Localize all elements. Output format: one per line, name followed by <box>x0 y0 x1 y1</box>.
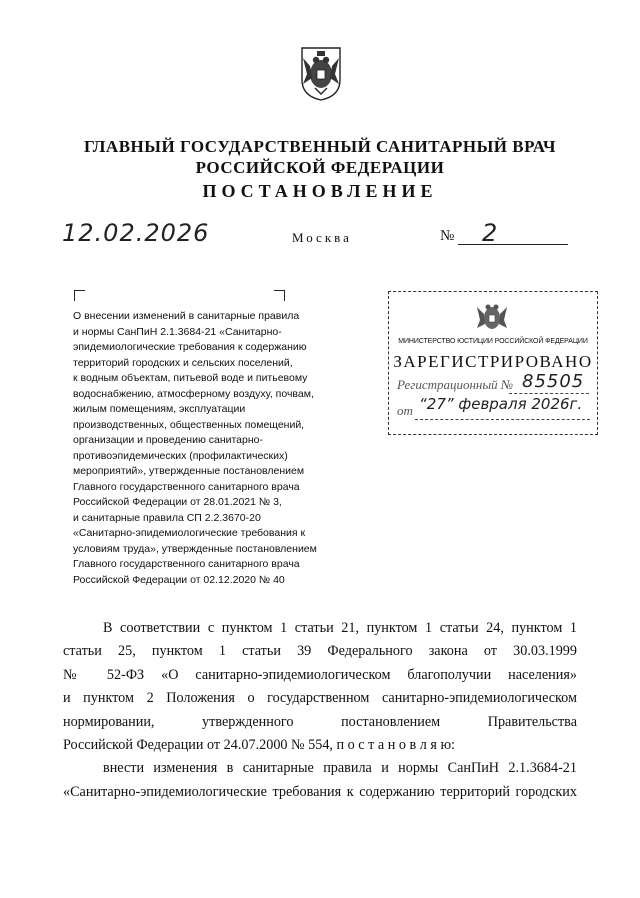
subject-corner-left <box>74 290 85 301</box>
subject-line: организации и проведению санитарно- <box>73 434 263 446</box>
paragraph-line: «Санитарно-эпидемиологические требования к содержанию территорий городских <box>63 783 577 800</box>
document-type-heading: ПОСТАНОВЛЕНИЕ <box>202 181 438 201</box>
subject-line: мероприятий», утвержденные постановлением <box>73 465 305 477</box>
subject-line: противоэпидемических (профилактических) <box>73 449 288 462</box>
document-city: Москва <box>292 230 352 245</box>
issuer-title-line1: ГЛАВНЫЙ ГОСУДАРСТВЕННЫЙ САНИТАРНЫЙ ВРАЧ <box>84 137 556 156</box>
stamp-from-label: от <box>397 403 413 418</box>
issuer-title-line2: РОССИЙСКОЙ ФЕДЕРАЦИИ <box>195 158 445 177</box>
number-sign: № <box>440 228 455 244</box>
paragraph-line: и пунктом 2 Положения о государственном санитарно-эпидемиологическом <box>63 690 577 707</box>
paragraph-line: внести изменения в санитарные правила и нормы СанПиН 2.1.3684-21 <box>103 760 577 777</box>
subject-line: «Санитарно-эпидемиологические требования к <box>73 527 306 539</box>
document-number: 2 <box>482 219 498 247</box>
subject-line: Главного государственного санитарного врача <box>73 480 300 493</box>
subject-line: эпидемиологические требования к содержанию <box>73 341 307 353</box>
subject-line: жилым помещениям, эксплуатации <box>73 403 246 415</box>
subject-line: к водным объектам, питьевой воде и питьевому <box>73 372 308 384</box>
subject-line: и нормы СанПиН 2.1.3684-21 «Санитарно- <box>73 325 282 338</box>
subject-line: и санитарные правила СП 2.2.3670-20 <box>73 511 261 524</box>
stamp-date-underline <box>415 419 590 420</box>
paragraph-basis <box>63 617 577 757</box>
registration-stamp <box>388 291 598 435</box>
stamp-coat-of-arms-icon <box>474 298 510 336</box>
document-date: 12.02.2026 <box>62 219 210 247</box>
stamp-registration-date: “27” февраля 2026г. <box>419 395 583 413</box>
paragraph-line: Российской Федерации от 24.07.2000 № 554, п о с т а н о в л я ю: <box>63 737 455 754</box>
paragraph-resolution <box>63 757 577 804</box>
document-subject <box>73 309 363 588</box>
subject-corner-right <box>274 290 285 301</box>
subject-line: условиям труда», утвержденные постановлением <box>73 542 317 555</box>
paragraph-line: нормировании, утвержденного постановлением Правительства <box>63 713 577 730</box>
stamp-ministry-name: МИНИСТЕРСТВО ЮСТИЦИИ РОССИЙСКОЙ ФЕДЕРАЦИИ <box>398 338 588 345</box>
stamp-title: ЗАРЕГИСТРИРОВАНО <box>393 352 593 371</box>
paragraph-line: № 52-ФЗ «О санитарно-эпидемиологическом благополучии населения» <box>63 666 577 683</box>
paragraph-line: статьи 25, пунктом 1 статьи 39 Федерального закона от 30.03.1999 <box>63 643 577 660</box>
subject-line: территорий городских и сельских поселений, <box>73 356 293 369</box>
subject-line: Главного государственного санитарного врача <box>73 558 300 570</box>
subject-line: водоснабжению, атмосферному воздуху, почвам, <box>73 387 314 400</box>
paragraph-line: В соответствии с пунктом 1 статьи 21, пунктом 1 статьи 24, пунктом 1 <box>103 620 577 636</box>
stamp-registration-underline <box>509 393 589 394</box>
subject-line: производственных, общественных помещений, <box>73 418 305 431</box>
stamp-registration-number: 85505 <box>522 371 585 392</box>
subject-line: Российской Федерации от 28.01.2021 № 3, <box>73 496 282 508</box>
subject-line: Российской Федерации от 02.12.2020 № 40 <box>73 573 285 586</box>
russian-coat-of-arms-icon <box>298 44 344 102</box>
stamp-registration-label: Регистрационный № <box>397 377 514 392</box>
subject-line: О внесении изменений в санитарные правила <box>73 310 300 322</box>
document-body <box>63 617 577 804</box>
number-underline <box>458 244 568 245</box>
